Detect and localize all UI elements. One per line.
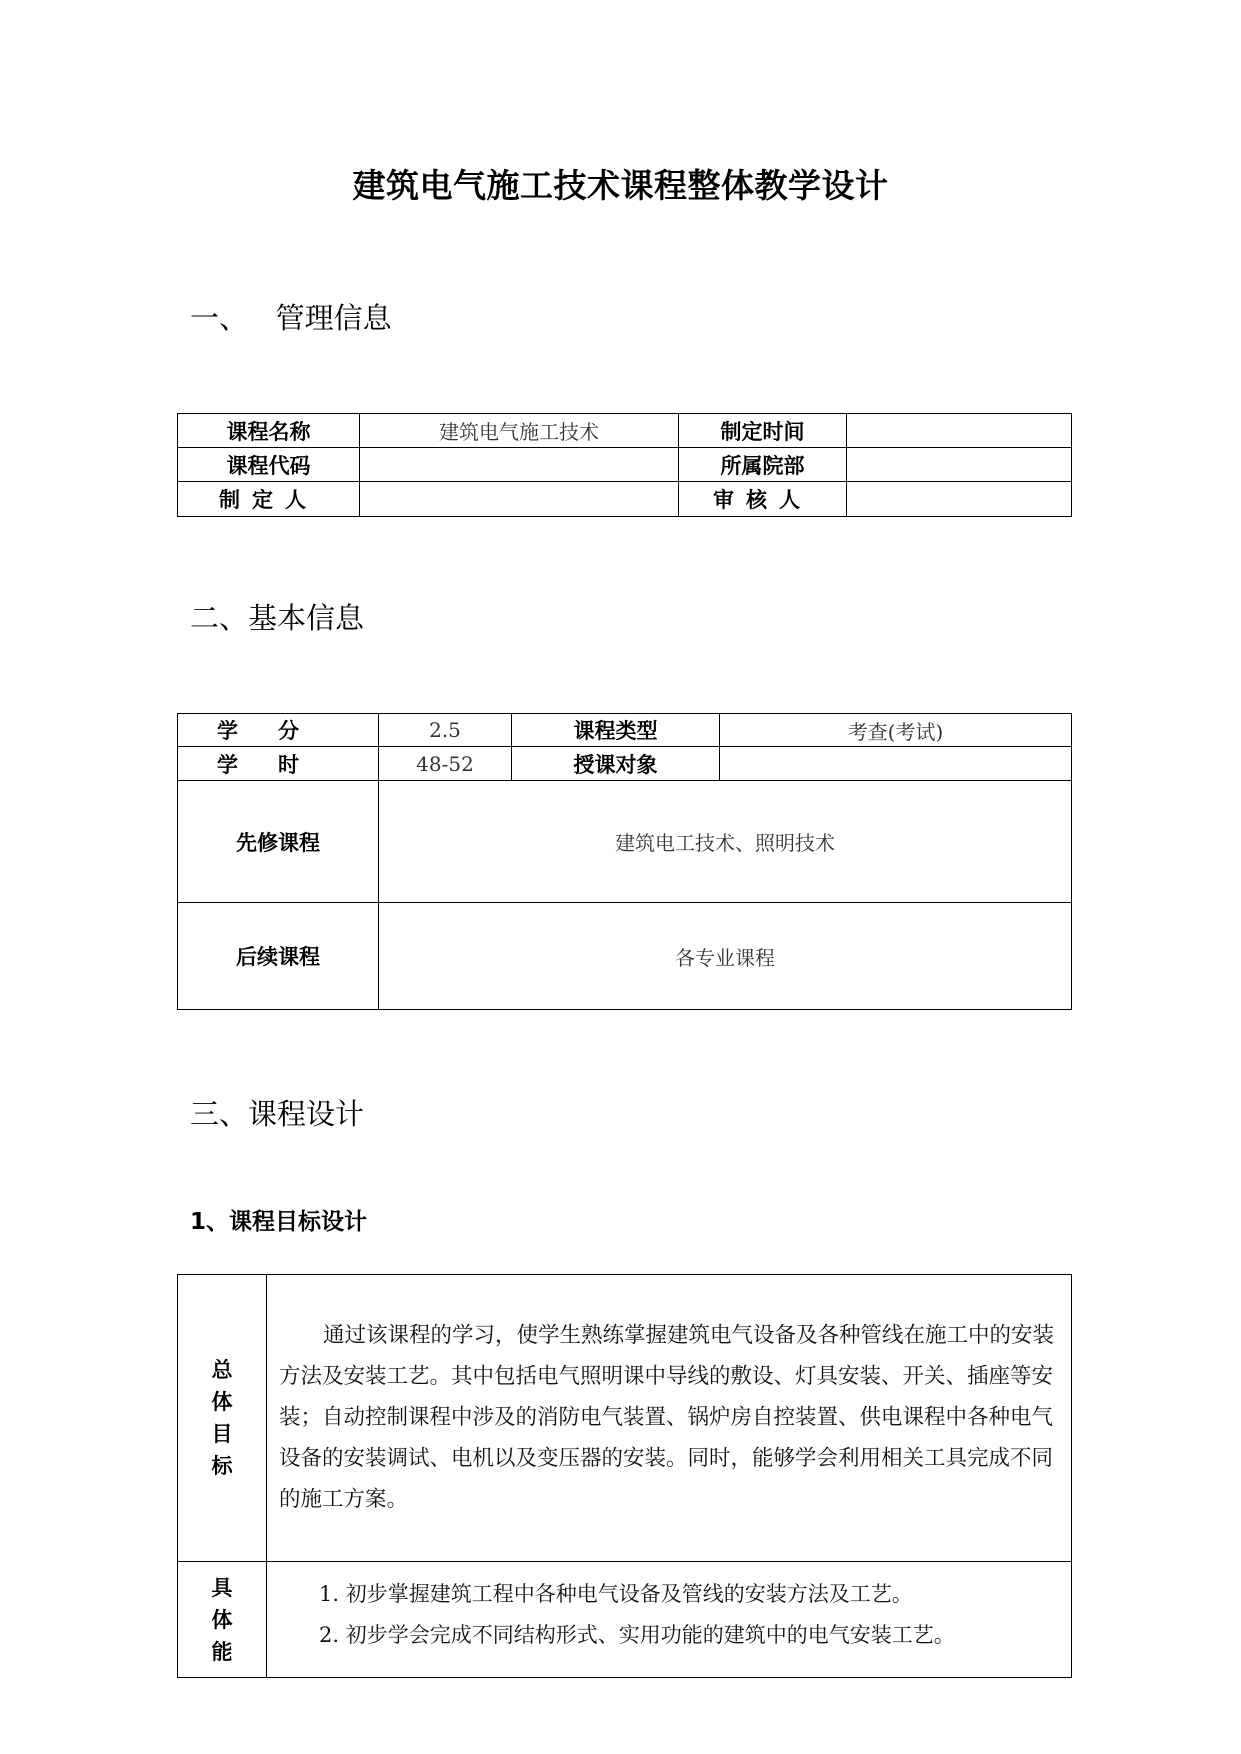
ability-char: 能 xyxy=(211,1640,233,1664)
hours-value: 48-52 xyxy=(379,747,512,781)
overall-goal-text: 通过该课程的学习，使学生熟练掌握建筑电气设备及各种管线在施工中的安装方法及安装工艺。其中包括电气照明课中导线的敷设、灯具安装、开关、插座等安装；自动控制课程中涉及的消防电气装置、锅炉房自控装置、供电课程中各种电气设备的安装调试、电机以及变压器的安装。同时，能够学会利用相关工具完成不同的施工方案。 xyxy=(279,1323,1055,1512)
document-title: 建筑电气施工技术课程整体教学设计 xyxy=(352,166,889,205)
overall-goal-char: 目 xyxy=(211,1422,233,1446)
table-row xyxy=(178,714,1072,747)
section-heading-management: 一、 管理信息 xyxy=(190,301,392,335)
course-code-label: 课程代码 xyxy=(178,448,360,482)
author-value xyxy=(360,482,679,517)
department-value xyxy=(847,448,1072,482)
ability-cell xyxy=(267,1562,1072,1678)
overall-goal-char: 标 xyxy=(211,1454,233,1478)
ability-char: 具 xyxy=(211,1576,233,1600)
prerequisite-label: 先修课程 xyxy=(178,781,379,903)
followup-value: 各专业课程 xyxy=(379,903,1072,1010)
section-heading-basic: 二、基本信息 xyxy=(190,601,365,635)
overall-goal-label xyxy=(178,1275,267,1562)
course-type-value: 考查(考试) xyxy=(720,714,1072,747)
credit-label: 学分 xyxy=(178,714,379,747)
course-type-label: 课程类型 xyxy=(512,714,720,747)
audience-value xyxy=(720,747,1072,781)
table-row xyxy=(178,414,1072,448)
credit-value: 2.5 xyxy=(379,714,512,747)
management-info-table xyxy=(177,413,1072,517)
course-code-value xyxy=(360,448,679,482)
list-item: 2. 初步学会完成不同结构形式、实用功能的建筑中的电气安装工艺。 xyxy=(319,1623,955,1647)
ability-char: 体 xyxy=(211,1608,233,1632)
prerequisite-value: 建筑电工技术、照明技术 xyxy=(379,781,1072,903)
department-label: 所属院部 xyxy=(679,448,847,482)
table-row xyxy=(178,448,1072,482)
objectives-table xyxy=(177,1274,1072,1678)
reviewer-value xyxy=(847,482,1072,517)
basic-info-table xyxy=(177,713,1072,1010)
subsection-heading-objectives: 1、课程目标设计 xyxy=(190,1209,368,1235)
overall-goal-cell xyxy=(267,1275,1072,1562)
overall-goal-char: 总 xyxy=(211,1358,233,1382)
audience-label: 授课对象 xyxy=(512,747,720,781)
followup-label: 后续课程 xyxy=(178,903,379,1010)
table-row xyxy=(178,747,1072,781)
created-time-value xyxy=(847,414,1072,448)
table-row xyxy=(178,1562,1072,1678)
overall-goal-char: 体 xyxy=(211,1390,233,1414)
list-item: 1. 初步掌握建筑工程中各种电气设备及管线的安装方法及工艺。 xyxy=(319,1582,913,1606)
course-name-value: 建筑电气施工技术 xyxy=(360,414,679,448)
course-name-label: 课程名称 xyxy=(178,414,360,448)
table-row xyxy=(178,781,1072,903)
table-row xyxy=(178,482,1072,517)
author-label: 制定人 xyxy=(178,482,360,517)
ability-label xyxy=(178,1562,267,1678)
created-time-label: 制定时间 xyxy=(679,414,847,448)
reviewer-label: 审核人 xyxy=(679,482,847,517)
section-heading-design: 三、课程设计 xyxy=(190,1097,365,1131)
table-row xyxy=(178,1275,1072,1562)
table-row xyxy=(178,903,1072,1010)
hours-label: 学时 xyxy=(178,747,379,781)
